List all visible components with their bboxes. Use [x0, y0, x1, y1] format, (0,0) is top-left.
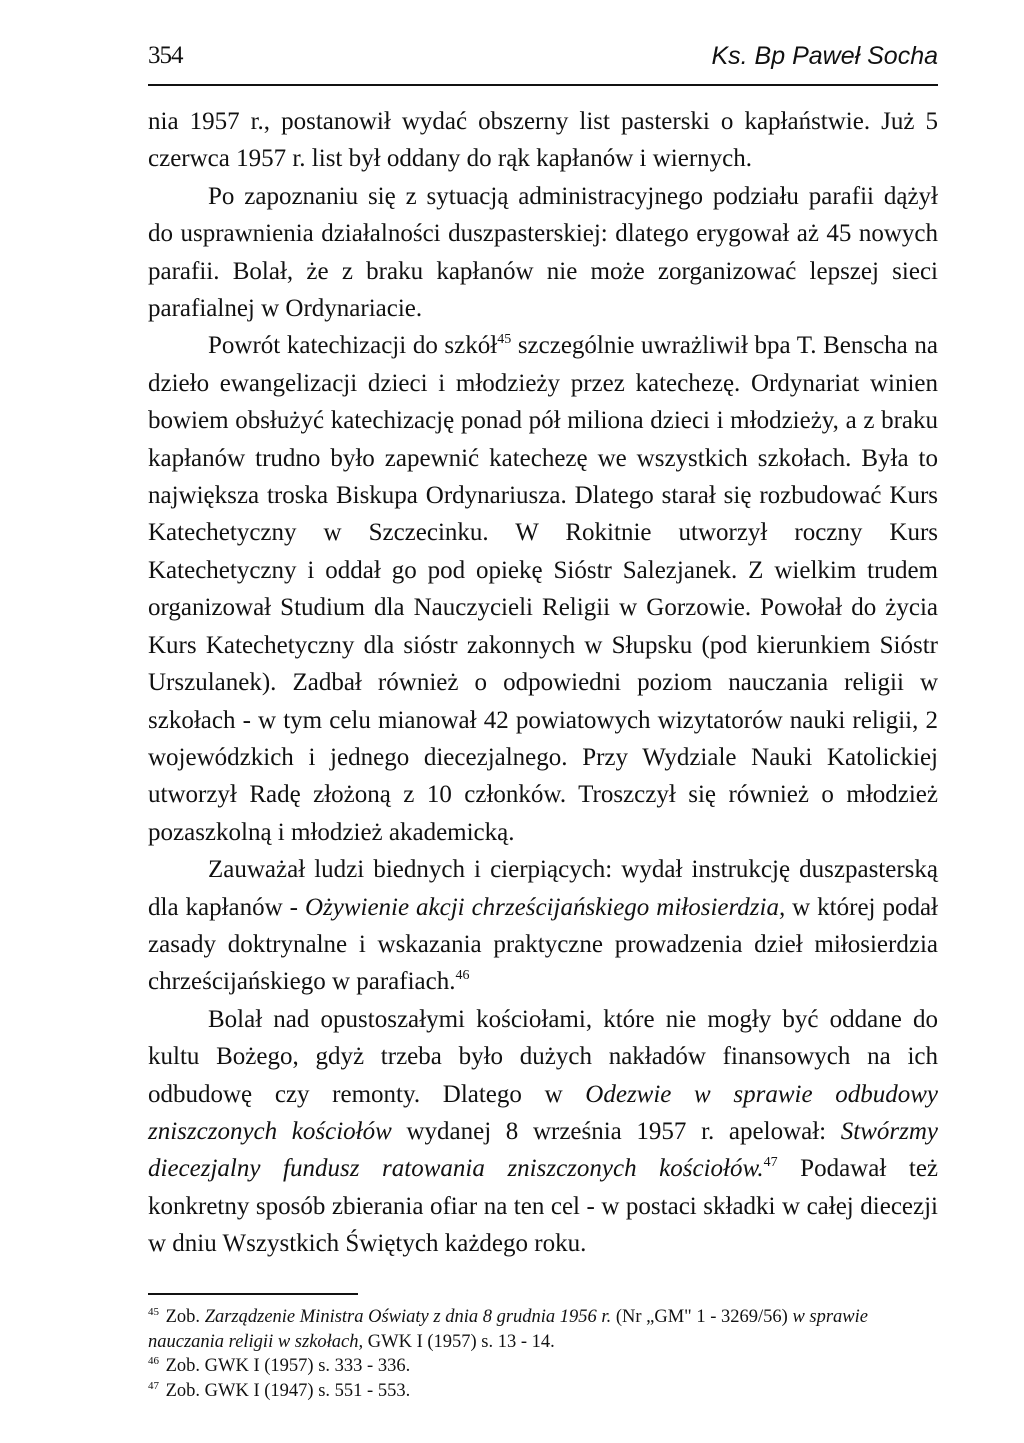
paragraph-text: Bolał nad opustoszałymi kościołami, które nie mogły być oddane do kultu Bożego, gdyż trzeba było dużych nakładów finansowych na ich odbudowę czy remonty. Dlatego w [148, 1005, 938, 1108]
paragraph-text: Zauważał ludzi biednych i cierpiących: wydał instrukcję duszpasterską dla kapłanów - [148, 856, 938, 921]
footnote-text: Zob. GWK I (1947) s. 551 - 553. [161, 1380, 411, 1401]
footnote-title: Zarządzenie Ministra Oświaty z dnia 8 grudnia 1956 r. [204, 1307, 612, 1327]
footnote [148, 1354, 938, 1379]
italic-title: Ożywienie akcji chrześcijańskiego miłosierdzia, [304, 893, 786, 921]
footnote-rule [148, 1293, 358, 1295]
italic-quote: Stwórzmy diecezjalny fundusz ratowania zniszczonych kościołów. [148, 1117, 938, 1183]
paragraph [148, 1001, 938, 1263]
running-head [148, 42, 938, 82]
footnote-mark: 47 [148, 1379, 159, 1392]
footnote-ref[interactable]: 47 [763, 1155, 778, 1171]
footnote-title: w sprawie nauczania religii w szkołach, [148, 1307, 868, 1352]
paragraph [148, 851, 938, 1001]
paragraph [148, 178, 938, 328]
paragraph-text: Powrót katechizacji do szkół [208, 332, 498, 360]
footnote-text: GWK I (1957) s. 13 - 14. [363, 1331, 555, 1352]
italic-title: Odezwie w sprawie odbudowy zniszczonych kościołów [148, 1080, 938, 1145]
paragraph [148, 103, 938, 178]
footnote-text: (Nr „GM" 1 - 3269/56) [611, 1307, 793, 1327]
page-number: 354 [148, 42, 183, 69]
body-text [148, 103, 938, 1263]
header-rule [148, 84, 938, 86]
paragraph-text: szczególnie uwrażliwił bpa T. Benscha na dzieło ewangelizacji dzieci i młodzieży przez katechezę. Ordynariat winien bowiem obsłużyć katechizację ponad pół miliona dzieci i młodzieży, a z braku kapłanów trudno było zapewnić katechezę we wszystkich szkołach. Była to największa troska Biskupa Ordynariusza. Dlatego starał się rozbudować Kurs Katechetyczny w Szczecinku. W Rokitnie utworzył roczny Kurs Katechetyczny i oddał go pod opiekę Sióstr Salezjanek. Z wielkim trudem organizował Studium dla Nauczycieli Religii w Gorzowie. Powołał do życia Kurs Katechetyczny dla sióstr zakonnych w Słupsku (pod kierunkiem Sióstr Urszulanek). Zadbał również o odpowiedni poziom nauczania religii w szkołach - w tym celu mianował 42 powiatowych wizytatorów nauki religii, 2 wojewódzkich i jednego diecezjalnego. Przy Wydziale Nauki Katolickiej utworzył Radę złożoną z 10 członków. Troszczył się również o młodzież pozaszkolną i młodzież akademicką. [148, 332, 938, 846]
paragraph-text: Po zapoznaniu się z sytuacją administracyjnego podziału parafii dążył do usprawnienia działalności duszpasterskiej: dlatego erygował aż 45 nowych parafii. Bolał, że z braku kapłanów nie może zorganizować lepszej sieci parafialnej w Ordynariacie. [148, 182, 938, 323]
paragraph-text: nia 1957 r., postanowił wydać obszerny list pasterski o kapłaństwie. Już 5 czerwca 1957 r. list był oddany do rąk kapłanów i wiernych. [148, 108, 938, 173]
footnotes [148, 1305, 938, 1403]
footnote-ref[interactable]: 45 [497, 332, 512, 348]
footnote-mark: 45 [148, 1306, 159, 1318]
footnote [148, 1379, 938, 1404]
paragraph-text: Podawał też konkretny sposób zbierania ofiar na ten cel - w postaci składki w całej diecezji w dniu Wszystkich Świętych każdego roku. [148, 1155, 939, 1258]
footnote-text: Zob. GWK I (1957) s. 333 - 336. [161, 1356, 411, 1376]
paragraph-text: wydanej 8 września 1957 r. apelował: [391, 1117, 841, 1145]
paragraph-text: w której podał zasady doktrynalne i wskazania praktyczne prowadzenia dzieł miłosierdzia chrześcijańskiego w parafiach. [148, 893, 938, 996]
paragraph [148, 327, 938, 851]
footnote [148, 1305, 938, 1354]
footnote-text: Zob. [161, 1307, 205, 1327]
running-author: Ks. Bp Paweł Socha [711, 42, 938, 70]
footnote-ref[interactable]: 46 [455, 968, 470, 984]
footnote-mark: 46 [148, 1355, 159, 1367]
